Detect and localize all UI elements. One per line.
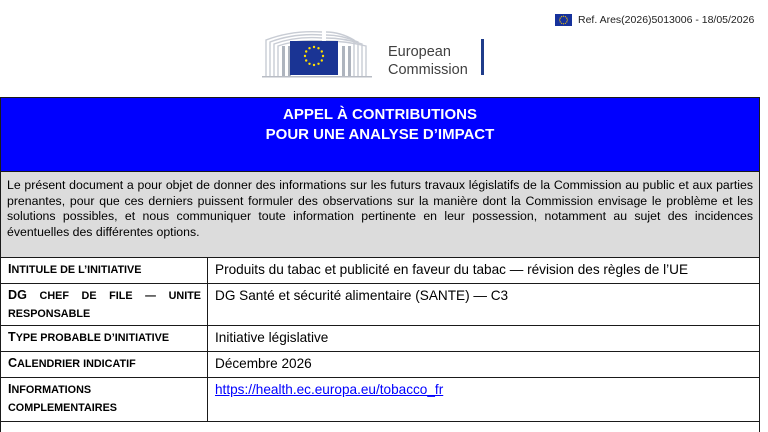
label-smallcaps: NTITULE DE L’INITIATIVE [11, 264, 142, 276]
row-label [1, 326, 208, 351]
label-initial: I [8, 382, 12, 396]
row-label [1, 284, 208, 325]
more-info-link[interactable]: https://health.ec.europa.eu/tobacco_fr [215, 382, 444, 397]
eu-flag-icon [555, 14, 572, 26]
label-smallcaps: YPE PROBABLE D’INITIATIVE [15, 332, 170, 344]
logo-line-commission: Commission [388, 62, 468, 78]
call-for-evidence-table [0, 97, 760, 432]
label-initial: T [8, 330, 16, 344]
row-label [1, 378, 208, 421]
title-line-1: APPEL À CONTRIBUTIONS [283, 106, 477, 123]
row-value: DG Santé et sécurité alimentaire (SANTE) — C3 [215, 288, 509, 303]
row-value [208, 378, 759, 421]
table-row-calendrier [1, 352, 759, 378]
row-label [1, 258, 208, 283]
label-smallcaps: NFORMATIONS COMPLEMENTAIRES [8, 384, 117, 414]
intro-paragraph: Le présent document a pour objet de donner des informations sur les futurs travaux législatifs de la Commission au public et aux parties prenantes, pour que ces derniers puissent formuler des observations sur la manière dont la Commission envisage le problème et les solutions possibles, et nous communiquer toute information pertinente en leur possession, notamment au sujet des incidences éventuelles des différentes options. [1, 172, 759, 258]
row-value: Produits du tabac et publicité en faveur du tabac — révision des règles de l’UE [215, 262, 689, 277]
european-commission-logo [262, 26, 492, 86]
label-smallcaps: CHEF DE FILE — U [26, 290, 177, 302]
label-initial: C [8, 356, 18, 370]
logo-line-european: European [388, 44, 451, 60]
label-initial: DG [8, 288, 27, 302]
table-row-informations [1, 378, 759, 422]
label-smallcaps-2: NITE RESPONSABLE [8, 290, 201, 320]
table-row-intitule [1, 258, 759, 284]
label-smallcaps: ALENDRIER INDICATIF [17, 358, 136, 370]
table-row-type [1, 326, 759, 352]
row-value: Initiative législative [215, 330, 329, 345]
reference-text: Ref. Ares(2026)5013006 - 18/05/2026 [578, 14, 755, 26]
row-value: Décembre 2026 [215, 356, 312, 371]
label-initial: I [8, 262, 12, 276]
row-label [1, 352, 208, 377]
title-line-2: POUR UNE ANALYSE D’IMPACT [265, 126, 495, 143]
table-row-dg [1, 284, 759, 326]
reference-stamp [555, 14, 754, 26]
logo-wordmark [388, 43, 468, 79]
document-title-banner [1, 98, 759, 172]
logo-divider [481, 39, 484, 75]
commission-building-icon [262, 26, 382, 86]
